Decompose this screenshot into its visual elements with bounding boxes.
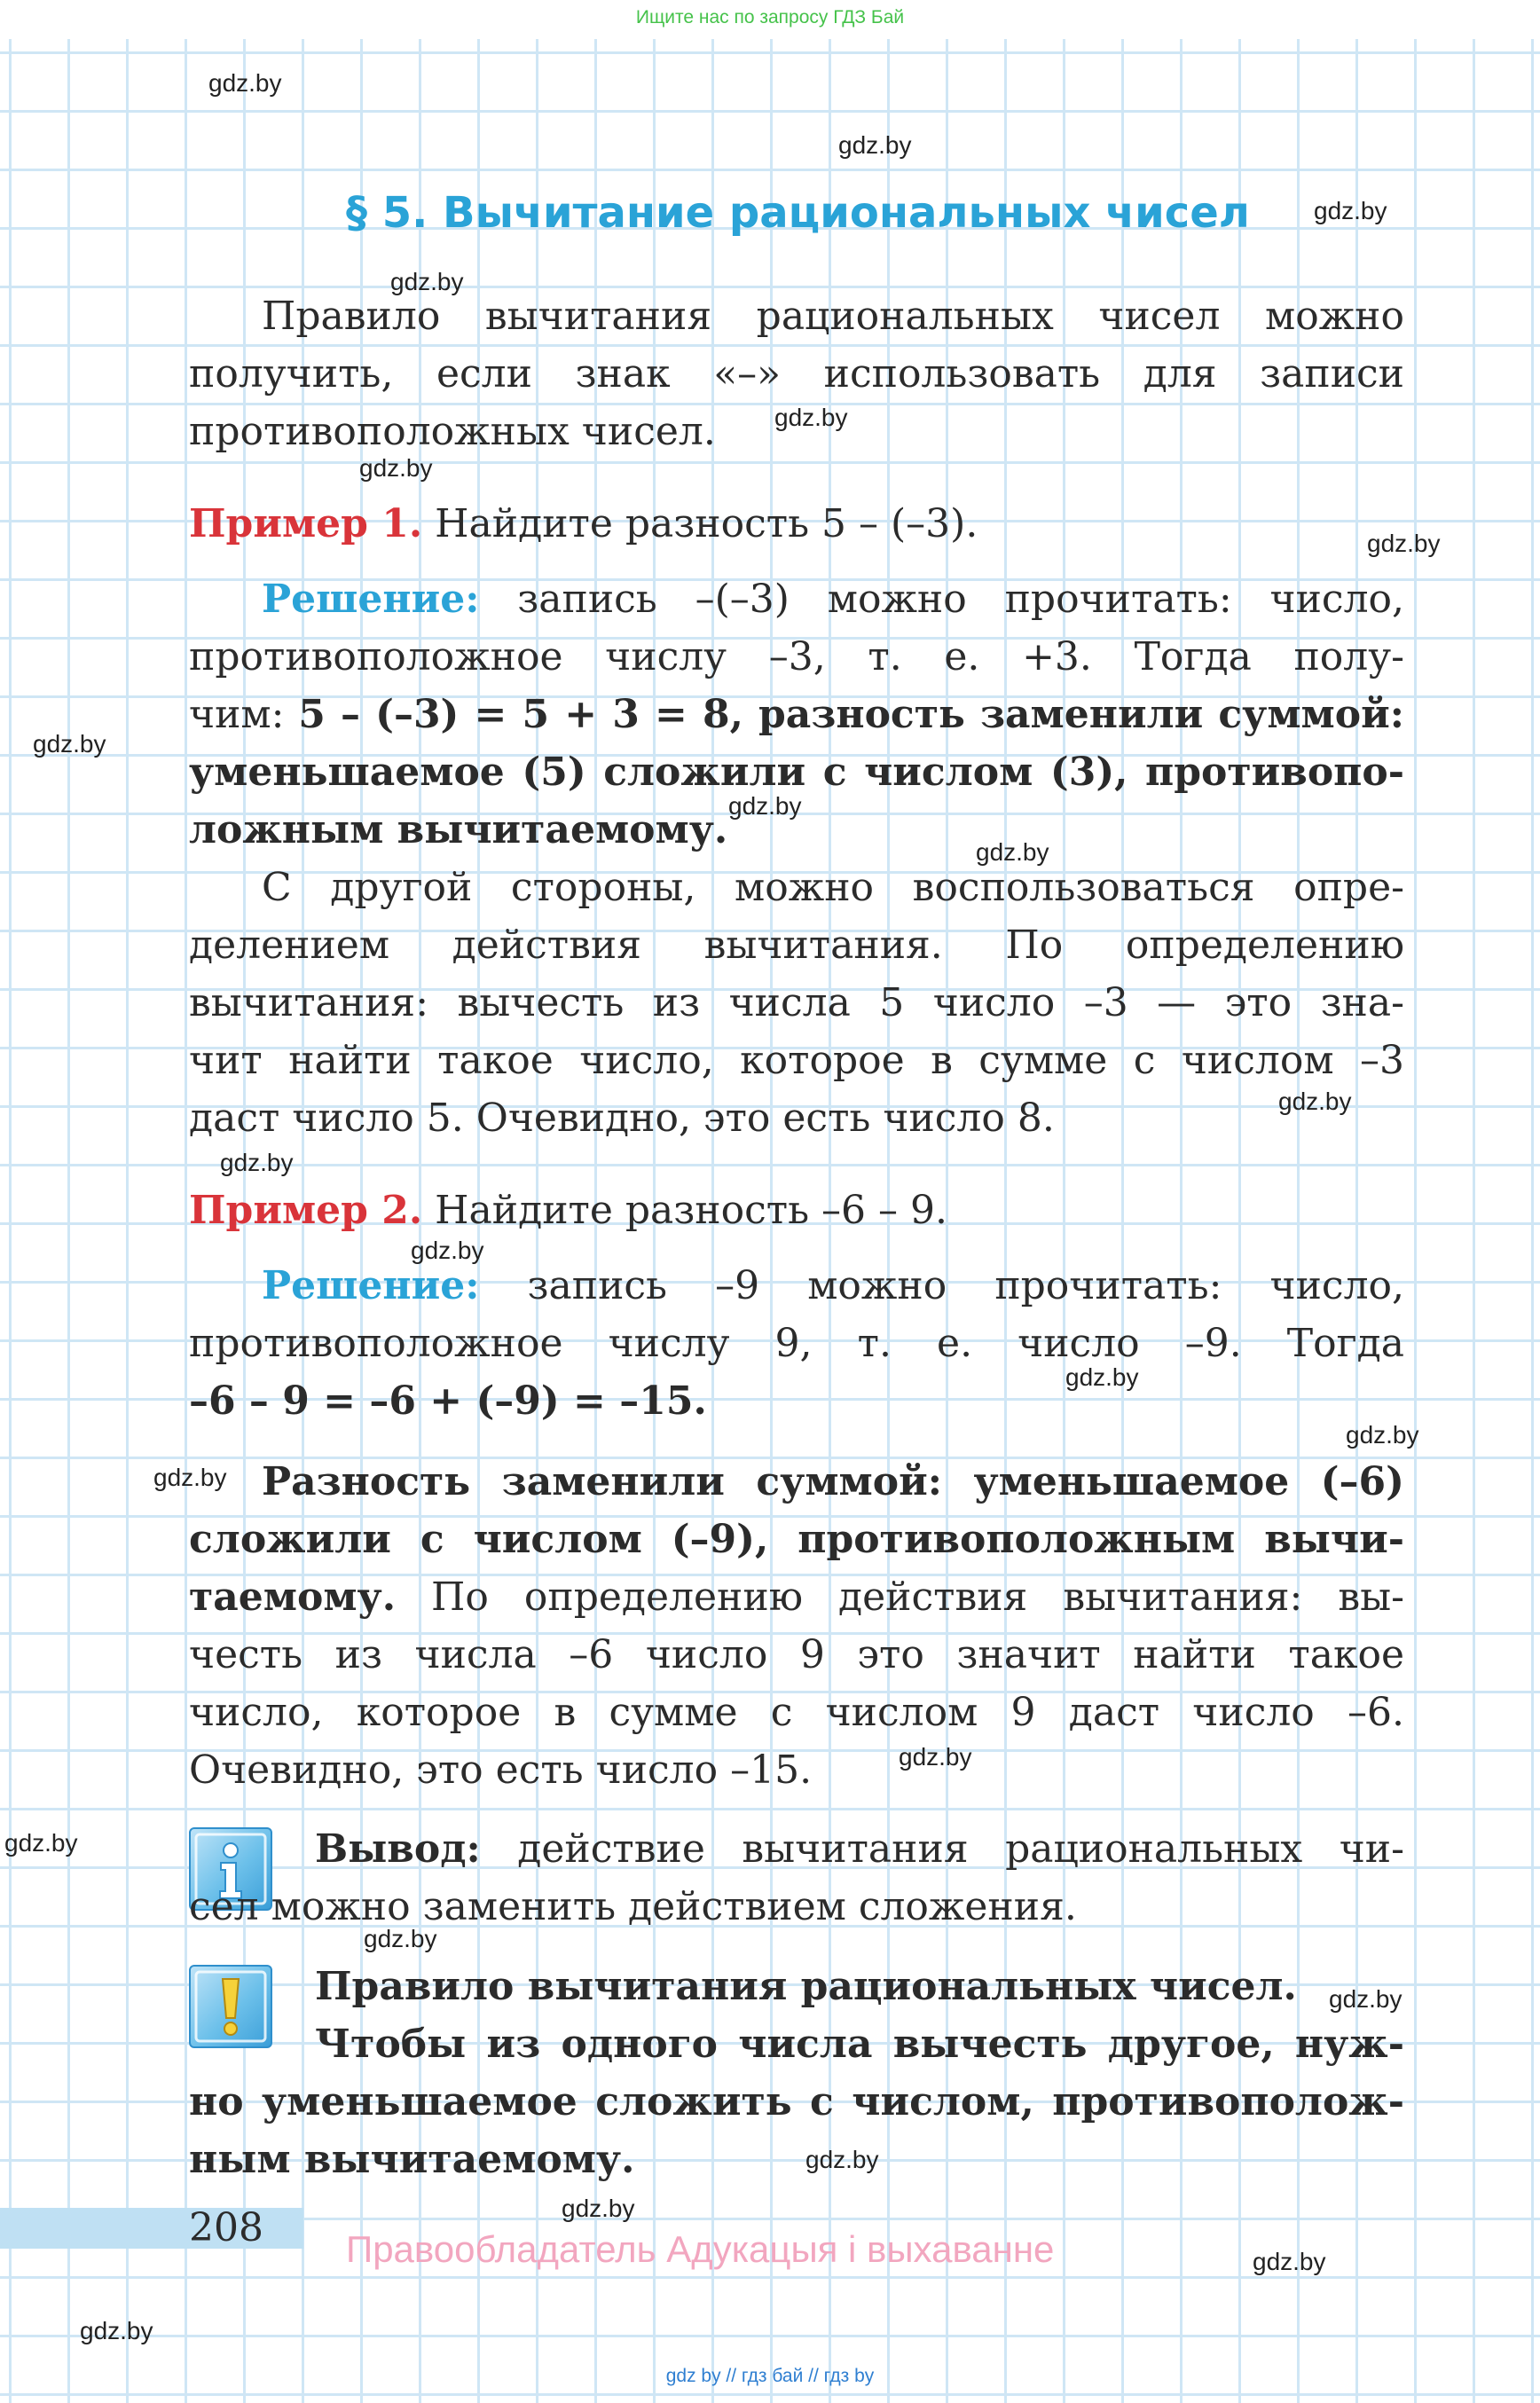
solution-formula: 5 – (–3) = 5 + 3 = 8, разность заменили суммой:	[298, 692, 1405, 737]
exclamation-icon	[189, 1965, 272, 2048]
watermark: gdz.by	[1314, 197, 1387, 224]
watermark: gdz.by	[208, 69, 282, 97]
watermark: gdz.by	[153, 1464, 227, 1491]
example-task: Найдите разность 5 – (–3).	[422, 501, 978, 546]
solution-label: Решение:	[262, 577, 480, 622]
text-line: получить, если знак «–» использовать для записи	[189, 351, 1404, 397]
watermark: gdz.by	[80, 2317, 153, 2344]
bold-text: таемому.	[189, 1575, 397, 1620]
text-line: Чтобы из одного числа вычесть другое, нуж-	[315, 2022, 1404, 2067]
text-line	[189, 570, 1404, 628]
text-line	[189, 686, 1404, 743]
solution-text: чим:	[189, 692, 299, 737]
example-task: Найдите разность –6 – 9.	[422, 1188, 947, 1233]
top-banner[interactable]: Ищите нас по запросу ГДЗ Бай	[0, 0, 1540, 39]
conclusion-label: Вывод:	[315, 1826, 481, 1872]
rule	[315, 1958, 1404, 2073]
watermark: gdz.by	[562, 2195, 635, 2222]
text-line: противоположных чисел.	[189, 409, 716, 454]
solution-text: запись –(–3) можно прочитать: число,	[479, 577, 1404, 622]
watermark: gdz.by	[390, 268, 464, 295]
solution-2	[189, 1257, 1404, 1430]
watermark: gdz.by	[805, 2146, 879, 2173]
page-title: § 5. Вычитание рациональных чисел	[346, 188, 1250, 238]
solution-1	[189, 570, 1404, 859]
text-line: С другой стороны, можно воспользоваться опре-	[262, 865, 1404, 910]
solution-label: Решение:	[262, 1263, 480, 1308]
solution-text: запись –9 можно прочитать: число,	[479, 1263, 1404, 1308]
watermark: gdz.by	[33, 730, 106, 758]
example-2	[189, 1182, 1404, 1239]
rule-continued	[189, 2073, 1404, 2188]
text-line	[189, 495, 1404, 553]
watermark: gdz.by	[1278, 1088, 1352, 1115]
conclusion-continued	[189, 1878, 1404, 1936]
text-line: Правило вычитания рациональных чисел можно	[262, 294, 1404, 339]
text-line: Правило вычитания рациональных чисел.	[315, 1964, 1297, 2009]
text-line	[315, 1820, 1404, 1878]
conclusion	[315, 1820, 1404, 1878]
watermark: gdz.by	[728, 792, 802, 820]
intro-paragraph	[189, 287, 1404, 460]
explanation-paragraph	[189, 1453, 1404, 1799]
watermark: gdz.by	[220, 1149, 294, 1176]
text-line: сложили с числом (–9), противоположным вычи-	[189, 1517, 1404, 1562]
watermark: gdz.by	[1329, 1985, 1402, 2013]
text-line	[189, 1182, 1404, 1239]
page-number: 208	[189, 2205, 263, 2250]
text-line: Очевидно, это есть число –15.	[189, 1747, 813, 1793]
text-line: чит найти такое число, которое в сумме с числом –3	[189, 1038, 1404, 1083]
text-line: ным вычитаемому.	[189, 2137, 635, 2182]
text-line	[189, 1257, 1404, 1315]
text-line: противоположное числу 9, т. е. число –9. Тогда	[189, 1321, 1404, 1366]
watermark: gdz.by	[899, 1743, 972, 1771]
example-1	[189, 495, 1404, 553]
text-line: –6 – 9 = –6 + (–9) = –15.	[189, 1378, 707, 1424]
watermark: gdz.by	[1346, 1421, 1419, 1449]
watermark: gdz.by	[1065, 1363, 1139, 1391]
text-line: сел можно заменить действием сложения.	[189, 1884, 1077, 1929]
conclusion-text: действие вычитания рациональных чи-	[480, 1826, 1404, 1872]
copyright-owner: Правообладатель Адукацыя і выхаванне	[346, 2228, 1055, 2270]
text-line: противоположное числу –3, т. е. +3. Тогда полу-	[189, 634, 1404, 679]
bottom-links[interactable]: gdz by // гдз бай // гдз by	[665, 2366, 875, 2386]
watermark: gdz.by	[411, 1237, 484, 1264]
text-line: число, которое в сумме с числом 9 даст число –6.	[189, 1690, 1404, 1735]
text-line: честь из числа –6 число 9 это значит найти такое	[189, 1632, 1404, 1677]
example-label: Пример 2.	[189, 1188, 423, 1233]
watermark: gdz.by	[1253, 2248, 1326, 2275]
text-line: вычитания: вычесть из числа 5 число –3 — это зна-	[189, 980, 1404, 1025]
example-label: Пример 1.	[189, 501, 423, 546]
text-line: Разность заменили суммой: уменьшаемое (–6)	[262, 1459, 1404, 1504]
watermark: gdz.by	[4, 1829, 78, 1857]
watermark: gdz.by	[838, 131, 912, 159]
watermark: gdz.by	[1367, 530, 1441, 557]
text-line: даст число 5. Очевидно, это есть число 8.	[189, 1095, 1055, 1141]
watermark: gdz.by	[774, 404, 848, 431]
text-line: но уменьшаемое сложить с числом, противополож-	[189, 2079, 1404, 2124]
text-line	[189, 1568, 1404, 1626]
text-line: уменьшаемое (5) сложили с числом (3), противопо-	[189, 750, 1404, 795]
watermark: gdz.by	[359, 454, 433, 482]
watermark: gdz.by	[364, 1925, 437, 1952]
watermark: gdz.by	[976, 838, 1049, 866]
plain-text: По определению действия вычитания: вы-	[396, 1575, 1404, 1620]
text-line: ложным вычитаемому.	[189, 807, 728, 852]
definition-paragraph	[189, 859, 1404, 1147]
text-line: делением действия вычитания. По определению	[189, 923, 1404, 968]
